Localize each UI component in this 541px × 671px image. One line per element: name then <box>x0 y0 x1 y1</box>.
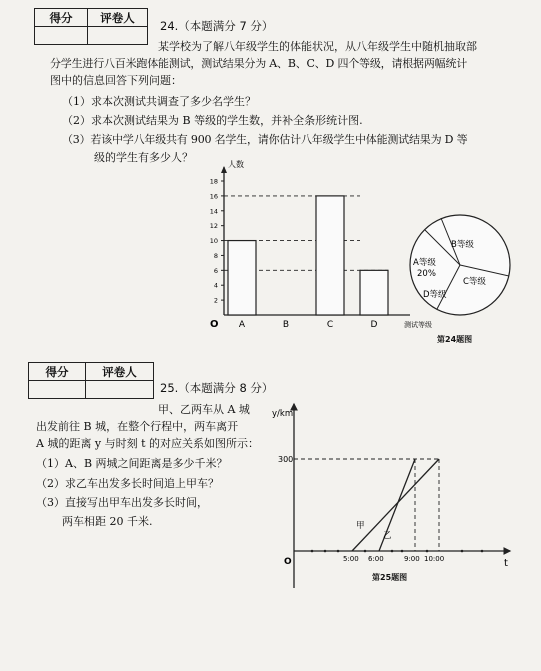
q25-item-2: （2）求乙车出发多长时间追上甲车？ <box>36 477 219 490</box>
y-tick-300: 300 <box>278 455 294 464</box>
score-label: 得分 <box>35 9 88 27</box>
bar-ytick-label: 6 <box>213 266 218 275</box>
label-jia: 甲 <box>356 521 365 531</box>
q25-item-1: （1）A、B 两城之间距离是多少千米？ <box>36 457 228 470</box>
q25-line-3: A 城的距离 y 与时刻 t 的对应关系如图所示： <box>36 437 260 450</box>
grader-cell-25[interactable] <box>86 381 154 399</box>
bar-origin: O <box>210 319 219 330</box>
q24-item-2: （2）求本次测试结果为 B 等级的学生数，并补全条形统计图. <box>62 114 363 127</box>
q24-caption: 第24题图 <box>437 335 473 344</box>
pie-label-d: D等级 <box>423 290 447 300</box>
bar-y-arrow <box>221 166 227 173</box>
q24-item-1: （1）求本次测试共调查了多少名学生？ <box>62 95 256 108</box>
q24-item-3: （3）若该中学八年级共有 900 名学生，请你估计八年级学生中体能测试结果为 D 等 <box>62 133 468 146</box>
x-tick-600: 6:00 <box>368 555 384 563</box>
q25-caption: 第25题图 <box>372 573 408 582</box>
q25-line-1: 甲、乙两车从 A 城 <box>158 403 250 416</box>
bar-ytick-label: 18 <box>209 177 218 186</box>
graph-origin: O <box>284 557 292 567</box>
bar-ytick-label: 12 <box>209 222 218 231</box>
score-cell-25[interactable] <box>29 381 86 399</box>
q25-title: 25.（本题满分 8 分） <box>160 381 274 395</box>
label-yi: 乙 <box>383 531 392 541</box>
pie-label-a-pct: 20% <box>417 269 436 279</box>
bar-category-D: D <box>370 320 378 330</box>
q25-item-3: （3）直接写出甲车出发多长时间， <box>36 496 208 509</box>
bar-ytick-label: 8 <box>213 251 218 260</box>
bar-ytick-label: 14 <box>209 207 218 216</box>
q24-line-1: 某学校为了解八年级学生的体能状况，从八年级学生中随机抽取部 <box>158 40 477 53</box>
bar-xlabel: 测试等级 <box>404 321 432 329</box>
bar-category-B: B <box>282 320 290 330</box>
t-axis-label: t <box>504 558 508 569</box>
x-tick-1000: 10:00 <box>424 555 445 563</box>
pie-label-a: A等级 <box>413 258 436 268</box>
y-axis-label: y/km <box>272 409 294 419</box>
grader-label: 评卷人 <box>88 9 148 27</box>
score-cell[interactable] <box>35 27 88 45</box>
grader-cell[interactable] <box>88 27 148 45</box>
q25-item-4: 两车相距 20 千米. <box>62 515 153 528</box>
pie-label-c: C等级 <box>463 277 486 287</box>
score-box-24 <box>34 8 148 45</box>
pie-label-b: B等级 <box>451 240 474 250</box>
bar-ytick-label: 4 <box>213 281 218 290</box>
line-jia <box>352 459 439 551</box>
grader-label-25: 评卷人 <box>86 363 154 381</box>
bar-ytick-label: 16 <box>209 192 218 201</box>
score-box-25 <box>28 362 154 399</box>
bar-D <box>360 270 388 315</box>
bar-category-C: C <box>326 320 334 330</box>
q24-title: 24.（本题满分 7 分） <box>160 19 274 33</box>
score-label-25: 得分 <box>29 363 86 381</box>
q24-line-3: 图中的信息回答下列问题： <box>50 74 182 87</box>
bar-C <box>316 196 344 315</box>
bar-ytick-label: 10 <box>209 237 218 246</box>
bar-ylabel: 人数 <box>228 160 244 169</box>
q25-line-2: 出发前往 B 城，在整个行程中，两车离开 <box>36 420 239 433</box>
q24-line-2: 分学生进行八百米跑体能测试，测试结果分为 A、B、C、D 四个等级，请根据两幅统计 <box>50 57 468 70</box>
q24-item-4: 级的学生有多少人？ <box>94 151 193 164</box>
x-tick-900: 9:00 <box>404 555 420 563</box>
x-tick-500: 5:00 <box>343 555 359 563</box>
bar-ytick-label: 2 <box>213 296 218 305</box>
bar-A <box>228 241 256 315</box>
pie-chart <box>405 210 515 320</box>
bar-category-A: A <box>238 320 246 330</box>
distance-time-graph <box>272 398 522 588</box>
